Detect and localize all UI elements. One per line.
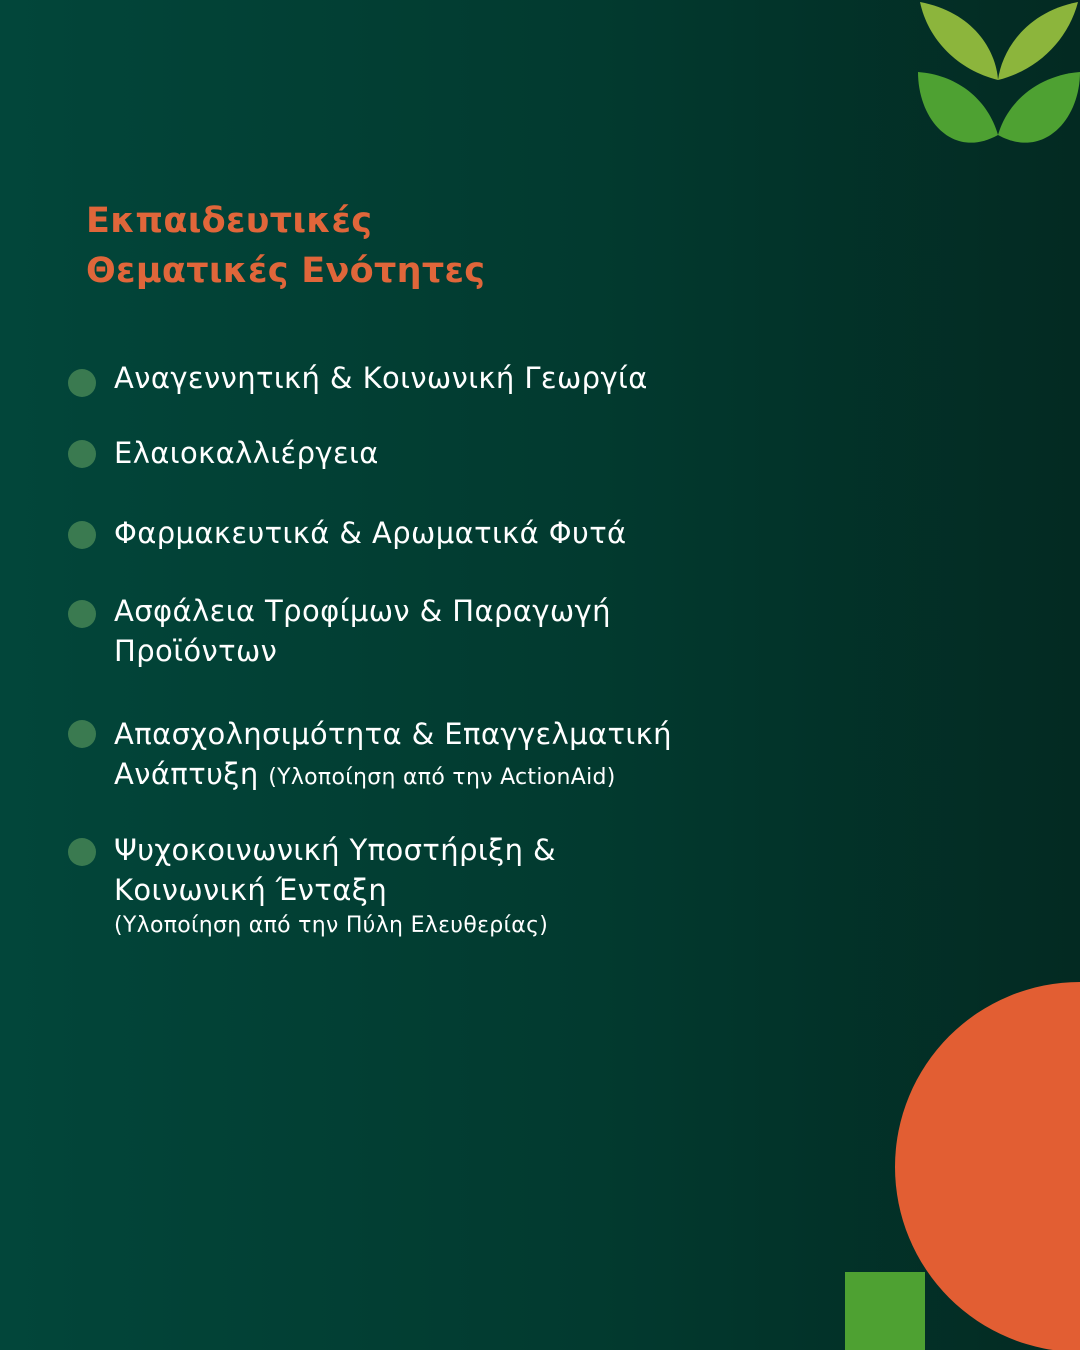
page-title (86, 196, 686, 296)
title-line-2: Θεματικές Ενότητες (86, 251, 486, 291)
upper-left-leaf (920, 2, 998, 80)
topic-line: Απασχολησιμότητα & Επαγγελματική (114, 717, 672, 751)
topic-line-main: Ανάπτυξη (114, 757, 259, 791)
circle-bullet-icon (68, 521, 96, 549)
topic-line: Κοινωνική Ένταξη (114, 873, 388, 907)
topic-line (114, 754, 774, 798)
topic-label (114, 433, 774, 473)
topic-label (114, 591, 774, 671)
circle-bullet-icon (68, 720, 96, 748)
circle-bullet-icon (68, 838, 96, 866)
decorative-green-square (845, 1272, 925, 1350)
lower-right-leaf (998, 72, 1080, 143)
topic-line: Αναγεννητική & Κοινωνική Γεωργία (114, 361, 648, 395)
topic-note: (Υλοποίηση από την Πύλη Ελευθερίας) (114, 913, 549, 938)
circle-bullet-icon (68, 600, 96, 628)
topic-line: Φαρμακευτικά & Αρωματικά Φυτά (114, 516, 627, 550)
topic-label (114, 714, 774, 798)
topic-line: Ασφάλεια Τροφίμων & Παραγωγή (114, 594, 611, 628)
topic-label (114, 513, 774, 553)
circle-bullet-icon (68, 369, 96, 397)
topic-label (114, 830, 774, 942)
topic-label (114, 358, 774, 398)
title-line-1: Εκπαιδευτικές (86, 201, 373, 241)
lower-left-leaf (918, 72, 998, 143)
topic-note: (Υλοποίηση από την ActionAid) (268, 765, 616, 790)
topic-line: Ελαιοκαλλιέργεια (114, 436, 379, 470)
upper-right-leaf (998, 2, 1078, 80)
circle-bullet-icon (68, 440, 96, 468)
topic-line: Ψυχοκοινωνική Υποστήριξη & (114, 833, 557, 867)
topic-line: Προϊόντων (114, 634, 278, 668)
sprout-leaves-icon (918, 0, 1080, 164)
